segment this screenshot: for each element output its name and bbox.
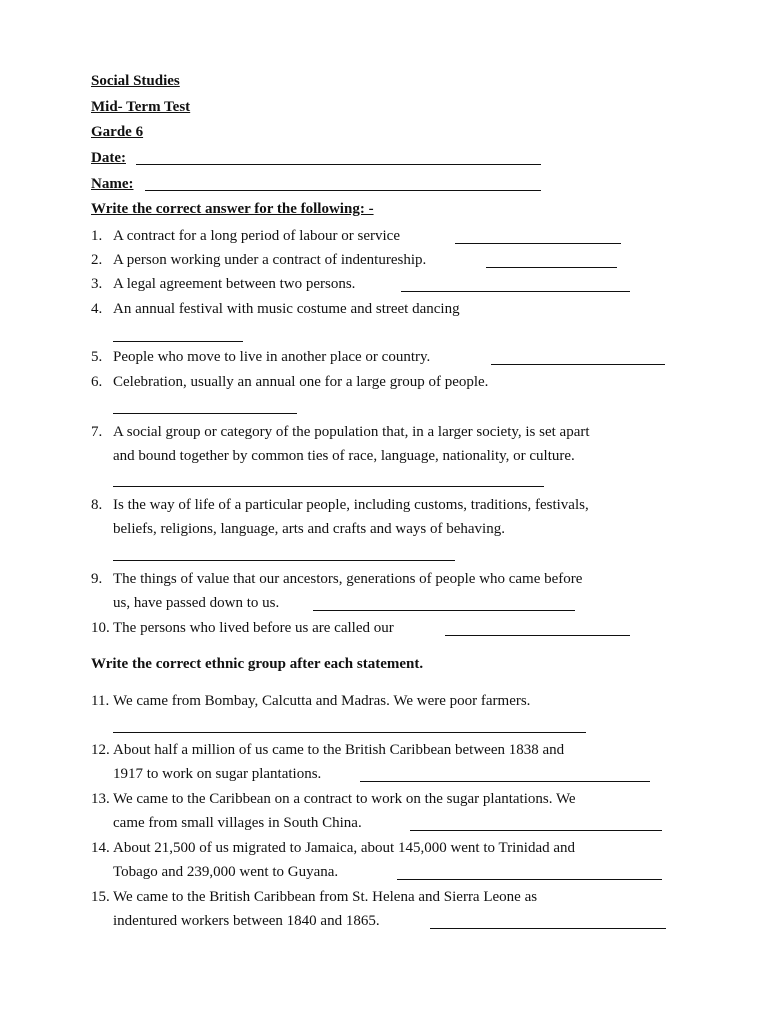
answer-line-4[interactable] bbox=[113, 341, 243, 342]
question-number: 1. bbox=[91, 228, 103, 244]
question-text: A social group or category of the population that, in a larger society, is set apart bbox=[113, 424, 590, 440]
question-number: 11. bbox=[91, 693, 110, 709]
question-text: The things of value that our ancestors, generations of people who came before bbox=[113, 571, 583, 587]
section2-instruction: Write the correct ethnic group after each statement. bbox=[91, 656, 424, 672]
question-8-continued: beliefs, religions, language, arts and crafts and ways of behaving. bbox=[113, 521, 505, 537]
answer-line-5[interactable] bbox=[491, 364, 665, 365]
date-field bbox=[91, 150, 126, 167]
answer-line-7[interactable] bbox=[113, 486, 544, 487]
question-number: 5. bbox=[91, 349, 103, 365]
question-text: We came from Bombay, Calcutta and Madras. We were poor farmers. bbox=[113, 693, 531, 709]
question-number: 10. bbox=[91, 620, 110, 636]
grade-title: Garde 6 bbox=[91, 124, 144, 140]
question-text: An annual festival with music costume and street dancing bbox=[113, 301, 460, 317]
question-text: We came to the British Caribbean from St. Helena and Sierra Leone as bbox=[113, 889, 538, 905]
question-12-continued: 1917 to work on sugar plantations. bbox=[113, 766, 322, 782]
question-number: 9. bbox=[91, 571, 103, 587]
question-number: 2. bbox=[91, 252, 103, 268]
answer-line-13[interactable] bbox=[410, 830, 662, 831]
question-15-continued: indentured workers between 1840 and 1865. bbox=[113, 913, 380, 929]
answer-line-2[interactable] bbox=[486, 267, 617, 268]
subject-title: Social Studies bbox=[91, 73, 180, 89]
question-number: 14. bbox=[91, 840, 110, 856]
question-number: 6. bbox=[91, 374, 103, 390]
question-number: 8. bbox=[91, 497, 103, 513]
answer-line-6[interactable] bbox=[113, 413, 297, 414]
question-number: 4. bbox=[91, 301, 103, 317]
date-input-line[interactable] bbox=[136, 164, 541, 165]
answer-line-8[interactable] bbox=[113, 560, 455, 561]
name-label: Name: bbox=[91, 176, 134, 192]
question-text: The persons who lived before us are called our bbox=[113, 620, 394, 636]
section1-instruction: Write the correct answer for the following: - bbox=[91, 201, 374, 217]
question-number: 12. bbox=[91, 742, 110, 758]
answer-line-12[interactable] bbox=[360, 781, 650, 782]
question-13-continued: came from small villages in South China. bbox=[113, 815, 362, 831]
answer-line-15[interactable] bbox=[430, 928, 666, 929]
answer-line-3[interactable] bbox=[401, 291, 630, 292]
name-input-line[interactable] bbox=[145, 190, 541, 191]
question-text: A legal agreement between two persons. bbox=[113, 276, 356, 292]
test-title: Mid- Term Test bbox=[91, 99, 191, 115]
question-number: 7. bbox=[91, 424, 103, 440]
question-9-continued: us, have passed down to us. bbox=[113, 595, 280, 611]
answer-line-10[interactable] bbox=[445, 635, 630, 636]
answer-line-1[interactable] bbox=[455, 243, 621, 244]
question-text: Celebration, usually an annual one for a large group of people. bbox=[113, 374, 489, 390]
question-text: A person working under a contract of indentureship. bbox=[113, 252, 427, 268]
name-field bbox=[91, 176, 133, 193]
date-label: Date: bbox=[91, 150, 126, 166]
question-text: People who move to live in another place or country. bbox=[113, 349, 431, 365]
answer-line-9[interactable] bbox=[313, 610, 575, 611]
answer-line-14[interactable] bbox=[397, 879, 662, 880]
question-text: A contract for a long period of labour or service bbox=[113, 228, 400, 244]
question-14-continued: Tobago and 239,000 went to Guyana. bbox=[113, 864, 339, 880]
question-number: 13. bbox=[91, 791, 110, 807]
question-text: We came to the Caribbean on a contract to work on the sugar plantations. We bbox=[113, 791, 576, 807]
question-7-continued: and bound together by common ties of race, language, nationality, or culture. bbox=[113, 448, 575, 464]
question-text: About 21,500 of us migrated to Jamaica, about 145,000 went to Trinidad and bbox=[113, 840, 576, 856]
question-number: 3. bbox=[91, 276, 103, 292]
question-number: 15. bbox=[91, 889, 110, 905]
answer-line-11[interactable] bbox=[113, 732, 586, 733]
question-text: About half a million of us came to the British Caribbean between 1838 and bbox=[113, 742, 565, 758]
question-text: Is the way of life of a particular people, including customs, traditions, festivals, bbox=[113, 497, 589, 513]
